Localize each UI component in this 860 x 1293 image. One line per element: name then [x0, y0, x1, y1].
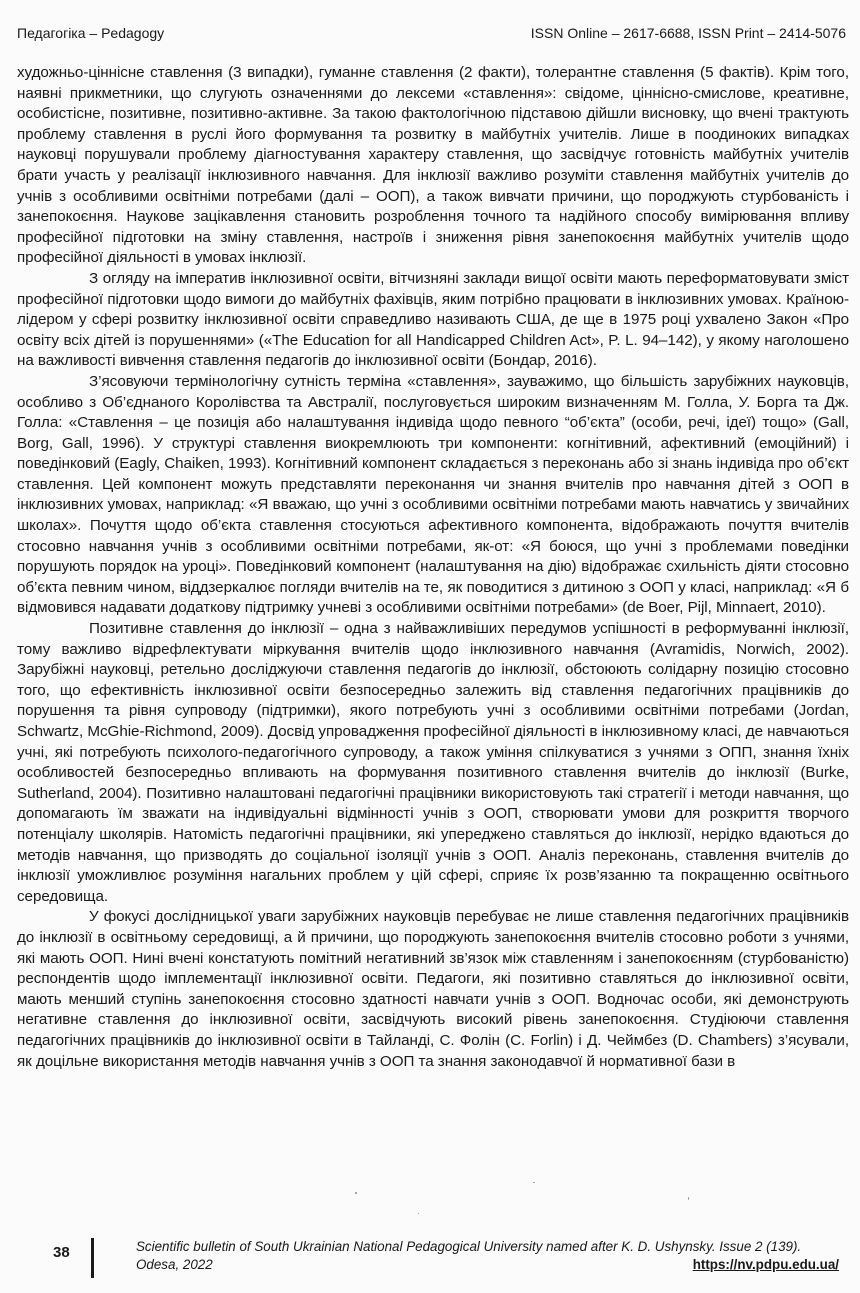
journal-url-link[interactable]: https://nv.pdpu.edu.ua/	[692, 1257, 839, 1272]
journal-title-line: Scientific bulletin of South Ukrainian National Pedagogical University named after K. D. Ushynsky. Issue 2 (139).	[136, 1239, 802, 1254]
paragraph: Позитивне ставлення до інклюзії – одна з найважливіших передумов успішності в реформуванні інклюзії, тому важливо відрефлектувати міркування вчителів щодо інклюзивного навчання (Avramidis, Norwich, 2002). Зарубіжні науковці, ретельно досліджуючи ставлення педагогів до інклюзії, обстоюють солідарну позицію стосовно того, що ефективність інклюзивної освіти безпосередньо залежить від ставлення педагогічних працівників до порушення та рівня супроводу (підтримки), якого потребують учні з особливими освітніми потребами (Jordan, Schwartz, McGhie-Richmond, 2009). Досвід упровадження професійної діяльності в інклюзивному класі, де навчаються учні, які потребують психолого-педагогічного супроводу, а також уміння спілкуватися з учнями з ОПП, знання їхніх особливостей безпосередньо впливають на формування позитивного ставлення вчителів до інклюзії (Burke, Sutherland, 2004). Позитивно налаштовані педагогічні працівники використовують такі стратегії і методи навчання, що допомагають їм зважати на індивідуальні відмінності учнів з ООП, створювати умови для розкриття творчого потенціалу школярів. Натомість педагогічні працівники, які упереджено ставляться до інклюзії, нерідко вдаються до методів навчання, що призводять до соціальної ізоляції учнів з ООП. Аналіз переконань, ставлення вчителів до інклюзії уможливлює розуміння нагальних проблем у цій сфері, сприяє їх розв’язанню та покращенню освітнього середовища.	[17, 620, 849, 905]
article-body	[17, 63, 849, 1072]
page-number: 38	[53, 1244, 70, 1261]
page-footer	[0, 1238, 860, 1278]
scan-speck	[688, 1197, 689, 1200]
running-header	[17, 22, 846, 44]
paragraph-continuation: художньо-ціннісне ставлення (3 випадки), гуманне ставлення (2 факти), толерантне ставлення (5 фактів). Крім того, наявні прикметники, що слугують означеннями до лексеми «ставлення»: свідоме, ціннісно-смислове, креативне, особистісне, позитивне, позитивно-активне. За такою фактологічною підставою дійшли висновку, що вчені трактують проблему ставлення в руслі його формування та розвитку в майбутніх учителів. Лише в поодиноких випадках науковці порушували проблему діагностування характеру ставлення, що засвідчує готовність майбутніх учителів брати участь у реалізації інклюзивного навчання. Для інклюзії важливо розуміти ставлення майбутніх учителів до учнів з особливими освітніми потребами (далі – ООП), а також вивчати причини, що породжують стурбованість і занепокоєння. Наукове зацікавлення становить розроблення точного та надійного способу вимірювання впливу професійної підготовки на зміну ставлення, настроїв і зниження рівня занепокоєння майбутніх учителів щодо професійної діяльності в умовах інклюзії.	[17, 64, 849, 267]
scan-speck	[533, 1182, 535, 1183]
journal-place-year: Odesa, 2022	[136, 1257, 213, 1272]
scan-speck	[418, 1213, 419, 1214]
section-title: Педагогіка – Pedagogy	[17, 25, 165, 41]
footer-divider	[91, 1238, 94, 1278]
paragraph: З’ясовуючи термінологічну сутність терміна «ставлення», зауважимо, що більшість зарубіжних науковців, особливо з Об’єднаного Королівства та Австралії, послуговується широким визначенням М. Голла, У. Борга та Дж. Голла: «Ставлення – це позиція або налаштування індивіда щодо певного “об’єкта” (особи, речі, ідеї) тощо» (Gall, Borg, Gall, 1996). У структурі ставлення виокремлюють три компоненти: когнітивний, афективний (емоційний) і поведінковий (Eagly, Chaiken, 1993). Когнітивний компонент складається з переконань або зі знань індивіда про об’єкт ставлення. Цей компонент можуть представляти переконання чи знання вчителів про навчання дітей з ООП в інклюзивних умовах, наприклад: «Я вважаю, що учні з особливими освітніми потребами мають навчатись у звичайних школах». Почуття щодо об’єкта ставлення стосуються афективного компонента, відображають почуття вчителів стосовно навчання учнів з особливими освітніми потребами, як-от: «Я боюся, що учні з проблемами поведінки порушують порядок на уроці». Поведінковий компонент (налаштування на дію) відображає схильність діяти стосовно об’єкта певним чином, віддзеркалює погляди вчителів на те, як поводитися з дитиною з ООП у класі, наприклад: «Я б відмовився надавати додаткову підтримку учневі з особливими освітніми потребами» (de Boer, Pijl, Minnaert, 2010).	[17, 372, 849, 617]
issn-line: ISSN Online – 2617-6688, ISSN Print – 2414-5076	[530, 25, 846, 41]
paragraph: З огляду на імператив інклюзивної освіти, вітчизняні заклади вищої освіти мають переформатовувати зміст професійної підготовки щодо вимоги до майбутніх фахівців, яким потрібно працювати в інклюзивних умовах. Країною-лідером у сфері розвитку інклюзивної освіти справедливо називають США, де ще в 1975 році ухвалено Закон «Про освіту всіх дітей із порушеннями» («The Education for all Handicapped Children Act», P. L. 94–142), у якому наголошено на важливості вивчення ставлення педагогів до інклюзивної освіти (Бондар, 2016).	[17, 269, 849, 370]
scan-speck	[355, 1192, 357, 1194]
paragraph: У фокусі дослідницької уваги зарубіжних науковців перебуває не лише ставлення педагогічних працівників до інклюзії в освітньому середовищі, а й причини, що породжують занепокоєння вчителів стосовно роботи з учнями, які мають ООП. Нині вчені констатують помітний негативний зв’язок між ставленням і занепокоєнням (стурбованістю) респондентів щодо імплементації інклюзивної освіти. Педагоги, які позитивно ставляться до інклюзивної освіти, мають менший ступінь занепокоєння стосовно здатності навчати учнів з ООП. Водночас особи, які демонструють негативне ставлення до інклюзивної освіти, засвідчують високий рівень занепокоєння. Студіюючи ставлення педагогічних працівників до інклюзивної освіти в Тайланді, С. Фолін (C. Forlin) і Д. Чеймбез (D. Chambers) з’ясували, як доцільне використання методів навчання учнів з ООП та знання законодавчої й нормативної бази в	[17, 908, 849, 1070]
